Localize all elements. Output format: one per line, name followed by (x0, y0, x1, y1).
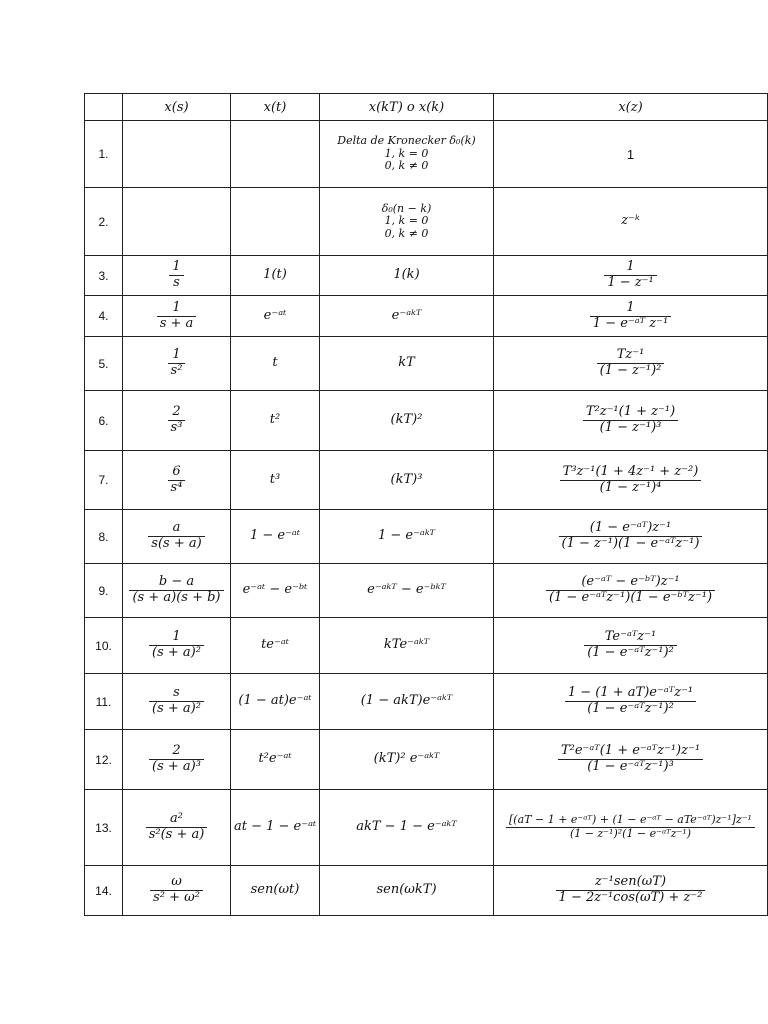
xs-fraction (169, 260, 183, 291)
xt-cell: e⁻ᵃᵗ − e⁻ᵇᵗ (231, 564, 320, 618)
header-xk: x(kT) o x(k) (320, 94, 494, 121)
row-number: 14. (85, 866, 123, 916)
xz-numerator: 1 (604, 260, 656, 276)
xs-denominator: (s + a)³ (152, 759, 201, 774)
xz-numerator: T²e⁻ᵃᵀ(1 + e⁻ᵃᵀz⁻¹)z⁻¹ (558, 744, 703, 760)
xs-fraction (168, 405, 186, 436)
xt-cell: t³ (231, 451, 320, 510)
xs-denominator: (s + a)² (152, 645, 201, 660)
xk-cell: (1 − akT)e⁻ᵃᵏᵀ (320, 674, 494, 730)
xz-numerator: Te⁻ᵃᵀz⁻¹ (584, 630, 677, 646)
xk-line: 0, k ≠ 0 (384, 226, 429, 240)
xs-numerator: 2 (168, 405, 186, 421)
xz-fraction (558, 744, 703, 775)
xt-cell: te⁻ᵃᵗ (231, 618, 320, 674)
xk-cell (320, 188, 494, 256)
row-number: 3. (85, 256, 123, 296)
xz-denominator: (1 − z⁻¹)⁴ (599, 479, 662, 495)
xs-denominator: s⁴ (170, 479, 183, 495)
xt-cell: t² (231, 391, 320, 451)
xs-cell (123, 337, 231, 391)
xk-cell: akT − 1 − e⁻ᵃᵏᵀ (320, 790, 494, 866)
xz-fraction (584, 630, 677, 661)
xk-line: 1, k = 0 (384, 214, 429, 228)
xz-numerator: 1 − (1 + aT)e⁻ᵃᵀz⁻¹ (565, 686, 696, 702)
xk-line: Delta de Kronecker δ₀(k) (337, 134, 476, 148)
xt-cell: 1 − e⁻ᵃᵗ (231, 510, 320, 564)
xz-fraction (597, 348, 665, 379)
xk-cell: 1 − e⁻ᵃᵏᵀ (320, 510, 494, 564)
xz-cell (494, 564, 768, 618)
header-row (85, 94, 768, 121)
xs-denominator: (s + a)(s + b) (132, 590, 221, 605)
table-row (85, 730, 768, 790)
xs-fraction (150, 875, 203, 906)
row-number: 1. (85, 121, 123, 188)
table-row (85, 510, 768, 564)
xz-cell (494, 256, 768, 296)
xz-denominator: (1 − z⁻¹)(1 − e⁻ᵃᵀz⁻¹) (561, 536, 700, 551)
xs-numerator: s (149, 686, 204, 702)
xs-numerator: a (148, 521, 204, 537)
xk-cell: e⁻ᵃᵏᵀ − e⁻ᵇᵏᵀ (320, 564, 494, 618)
z-transform-table (84, 93, 768, 916)
xk-line: 0, k ≠ 0 (384, 159, 429, 173)
table-row (85, 674, 768, 730)
xs-cell (123, 188, 231, 256)
header-num (85, 94, 123, 121)
xs-cell (123, 391, 231, 451)
xs-denominator: s²(s + a) (148, 827, 205, 842)
xs-denominator: s(s + a) (151, 536, 202, 551)
xz-fraction (565, 686, 696, 717)
xs-cell (123, 451, 231, 510)
xs-fraction (149, 686, 204, 717)
xz-fraction (546, 575, 715, 606)
xz-numerator: (e⁻ᵃᵀ − e⁻ᵇᵀ)z⁻¹ (546, 575, 715, 591)
xk-line: 1, k = 0 (384, 146, 429, 160)
row-number: 2. (85, 188, 123, 256)
xs-cell (123, 866, 231, 916)
xk-cell: (kT)² (320, 391, 494, 451)
xz-denominator: (1 − z⁻¹)²(1 − e⁻ᵃᵀz⁻¹) (569, 827, 692, 840)
xs-fraction (168, 348, 186, 379)
row-number: 10. (85, 618, 123, 674)
table-row (85, 391, 768, 451)
xz-denominator: (1 − e⁻ᵃᵀz⁻¹)² (587, 645, 674, 660)
xz-cell (494, 730, 768, 790)
xs-fraction (146, 812, 208, 843)
xz-denominator: 1 − 2z⁻¹cos(ωT) + z⁻² (558, 890, 703, 905)
xs-cell (123, 510, 231, 564)
xs-numerator: b − a (129, 575, 223, 591)
xk-cell: 1(k) (320, 256, 494, 296)
xk-cell: sen(ωkT) (320, 866, 494, 916)
xz-fraction (590, 301, 671, 332)
table-row (85, 866, 768, 916)
row-number: 11. (85, 674, 123, 730)
xz-cell (494, 866, 768, 916)
table-row (85, 256, 768, 296)
xs-denominator: (s + a)² (152, 701, 201, 716)
xz-denominator: (1 − z⁻¹)² (599, 363, 662, 378)
row-number: 6. (85, 391, 123, 451)
xt-cell: e⁻ᵃᵗ (231, 296, 320, 337)
xz-numerator: 1 (590, 301, 671, 317)
xs-cell (123, 730, 231, 790)
table-row (85, 451, 768, 510)
xz-cell (494, 296, 768, 337)
xs-cell (123, 618, 231, 674)
xs-fraction (168, 465, 186, 496)
header-xs: x(s) (123, 94, 231, 121)
xz-fraction (560, 465, 702, 496)
xs-cell (123, 674, 231, 730)
xz-cell (494, 790, 768, 866)
xt-cell: (1 − at)e⁻ᵃᵗ (231, 674, 320, 730)
xs-numerator: 6 (168, 465, 186, 481)
xz-numerator: z⁻¹sen(ωT) (556, 875, 706, 891)
xz-fraction (556, 875, 706, 906)
xz-cell (494, 618, 768, 674)
row-number: 7. (85, 451, 123, 510)
xs-denominator: s + a (159, 315, 194, 331)
xz-cell (494, 510, 768, 564)
row-number: 12. (85, 730, 123, 790)
row-number: 13. (85, 790, 123, 866)
table-row (85, 790, 768, 866)
xz-fraction (604, 260, 656, 291)
row-number: 4. (85, 296, 123, 337)
table-row (85, 564, 768, 618)
xz-cell: 1 (494, 121, 768, 188)
xs-denominator: s² (170, 363, 183, 378)
xz-cell: z⁻ᵏ (494, 188, 768, 256)
xz-cell (494, 337, 768, 391)
xt-cell: at − 1 − e⁻ᵃᵗ (231, 790, 320, 866)
xk-cell (320, 121, 494, 188)
xs-fraction (148, 521, 204, 552)
xz-fraction (583, 405, 678, 436)
xs-cell (123, 296, 231, 337)
xz-denominator: (1 − e⁻ᵃᵀz⁻¹)² (587, 701, 674, 716)
xs-fraction (157, 301, 197, 332)
table-row (85, 337, 768, 391)
xt-cell: 1(t) (231, 256, 320, 296)
xz-cell (494, 391, 768, 451)
row-number: 8. (85, 510, 123, 564)
xz-numerator: (1 − e⁻ᵃᵀ)z⁻¹ (559, 521, 703, 537)
xz-cell (494, 674, 768, 730)
xt-cell (231, 188, 320, 256)
table-row (85, 296, 768, 337)
xk-line: δ₀(n − k) (381, 201, 432, 215)
xs-cell (123, 564, 231, 618)
xs-fraction (149, 744, 204, 775)
xs-numerator: 2 (149, 744, 204, 760)
xt-cell (231, 121, 320, 188)
table-row (85, 188, 768, 256)
xk-cell: kT (320, 337, 494, 391)
xt-cell: sen(ωt) (231, 866, 320, 916)
xs-denominator: s² + ω² (153, 890, 200, 905)
xz-numerator: T³z⁻¹(1 + 4z⁻¹ + z⁻²) (560, 465, 702, 481)
xk-cell: e⁻ᵃᵏᵀ (320, 296, 494, 337)
xz-denominator: (1 − e⁻ᵃᵀz⁻¹)(1 − e⁻ᵇᵀz⁻¹) (548, 590, 713, 605)
header-xz: x(z) (494, 94, 768, 121)
table-row (85, 121, 768, 188)
xs-fraction (129, 575, 223, 606)
xs-numerator: 1 (168, 348, 186, 364)
xs-numerator: ω (150, 875, 203, 891)
xs-numerator: 1 (149, 630, 204, 646)
xz-denominator: (1 − z⁻¹)³ (599, 420, 662, 435)
xs-denominator: s (173, 275, 180, 290)
row-number: 5. (85, 337, 123, 391)
row-number: 9. (85, 564, 123, 618)
xs-denominator: s³ (170, 420, 183, 435)
xt-cell: t (231, 337, 320, 391)
xs-numerator: a² (146, 812, 208, 828)
xk-cell: kTe⁻ᵃᵏᵀ (320, 618, 494, 674)
xk-cell: (kT)³ (320, 451, 494, 510)
xs-numerator: 1 (157, 301, 197, 317)
xz-denominator: 1 − z⁻¹ (607, 275, 654, 290)
xz-fraction (559, 521, 703, 552)
xz-numerator: [(aT − 1 + e⁻ᵃᵀ) + (1 − e⁻ᵃᵀ − aTe⁻ᵃᵀ)z⁻¹]z⁻¹ (506, 814, 755, 828)
table-row (85, 618, 768, 674)
xz-cell (494, 451, 768, 510)
header-xt: x(t) (231, 94, 320, 121)
xz-numerator: Tz⁻¹ (597, 348, 665, 364)
xs-cell (123, 121, 231, 188)
xz-numerator: T²z⁻¹(1 + z⁻¹) (583, 405, 678, 421)
xz-fraction (506, 814, 755, 840)
xs-cell (123, 790, 231, 866)
xs-numerator: 1 (169, 260, 183, 276)
xk-cell: (kT)² e⁻ᵃᵏᵀ (320, 730, 494, 790)
xz-denominator: (1 − e⁻ᵃᵀz⁻¹)³ (587, 759, 674, 774)
xz-denominator: 1 − e⁻ᵃᵀ z⁻¹ (592, 315, 669, 331)
xs-cell (123, 256, 231, 296)
xs-fraction (149, 630, 204, 661)
xt-cell: t²e⁻ᵃᵗ (231, 730, 320, 790)
